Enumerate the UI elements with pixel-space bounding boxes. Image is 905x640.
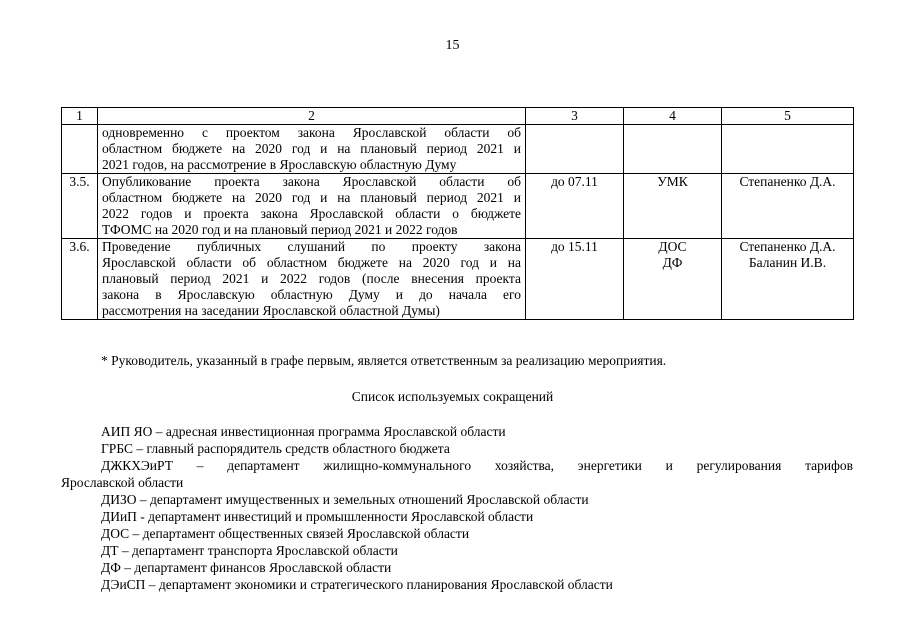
executor-cell	[624, 239, 722, 320]
deadline-cell: до 07.11	[526, 174, 624, 239]
abbreviation-item: ДИиП - департамент инвестиций и промышленности Ярославской области	[101, 509, 534, 524]
responsible-cell	[722, 174, 854, 239]
executor-cell	[624, 125, 722, 174]
description-line: областном бюджете на 2020 год и на плановый период 2021 и	[102, 141, 521, 156]
abbreviations-list	[61, 423, 853, 593]
executor-cell	[624, 174, 722, 239]
column-header: 3	[526, 108, 624, 125]
row-number: 3.5.	[62, 174, 98, 239]
table-row	[62, 125, 854, 174]
description-line: Ярославской области об областном бюджете на 2020 год и на	[102, 255, 521, 270]
events-table	[61, 107, 854, 320]
abbreviation-item: ДФ – департамент финансов Ярославской области	[101, 560, 392, 575]
description-line: Проведение публичных слушаний по проекту закона	[102, 239, 521, 254]
description-line: 2022 годов и проекта закона Ярославской области о бюджете	[102, 206, 521, 221]
column-header: 5	[722, 108, 854, 125]
executor-line: ДОС	[658, 239, 687, 254]
description-line: плановый период 2021 и 2022 годов (после внесения проекта	[102, 271, 521, 286]
abbreviation-item	[61, 457, 853, 474]
abbreviation-line: ДЖКХЭиРТ – департамент жилищно-коммунального хозяйства, энергетики и регулирования тарифов	[101, 458, 853, 473]
row-number: 3.6.	[62, 239, 98, 320]
responsible-cell	[722, 125, 854, 174]
table-row	[62, 174, 854, 239]
description-line: одновременно с проектом закона Ярославской области об	[102, 125, 521, 140]
deadline-cell: до 15.11	[526, 239, 624, 320]
description-line: 2021 годов, на рассмотрение в Ярославскую областную Думу	[102, 157, 457, 172]
event-description	[98, 239, 526, 320]
description-line: ТФОМС на 2020 год и на плановый период 2021 и 2022 годов	[102, 222, 458, 237]
responsible-line: Баланин И.В.	[748, 255, 827, 270]
event-description	[98, 125, 526, 174]
row-number	[62, 125, 98, 174]
abbreviations-title: Список используемых сокращений	[351, 389, 554, 404]
executor-line: УМК	[657, 174, 688, 189]
responsible-cell	[722, 239, 854, 320]
abbreviation-item: ДЭиСП – департамент экономики и стратегического планирования Ярославской области	[101, 577, 613, 592]
description-line: закона в Ярославскую областную Думу и до начала его	[102, 287, 521, 302]
deadline-cell	[526, 125, 624, 174]
column-header: 1	[62, 108, 98, 125]
abbreviation-item: ДТ – департамент транспорта Ярославской области	[101, 543, 398, 558]
abbreviation-continuation: Ярославской области	[61, 475, 184, 490]
page-number: 15	[445, 38, 460, 53]
abbreviation-item: ДОС – департамент общественных связей Ярославской области	[101, 526, 470, 541]
description-line: Опубликование проекта закона Ярославской области об	[102, 174, 521, 189]
abbreviation-item: ДИЗО – департамент имущественных и земельных отношений Ярославской области	[101, 492, 589, 507]
abbreviation-item: АИП ЯО – адресная инвестиционная программа Ярославской области	[101, 424, 506, 439]
executor-line: ДФ	[662, 255, 683, 270]
responsible-line: Степаненко Д.А.	[739, 174, 836, 189]
responsible-line: Степаненко Д.А.	[739, 239, 836, 254]
table-row	[62, 239, 854, 320]
table-header-row	[62, 108, 854, 125]
description-line: областном бюджете на 2020 год и на плановый период 2021 и	[102, 190, 521, 205]
description-line: рассмотрения на заседании Ярославской областной Думы)	[102, 303, 440, 318]
responsibility-note: * Руководитель, указанный в графе первым, является ответственным за реализацию мероприятия.	[101, 353, 667, 368]
column-header: 2	[98, 108, 526, 125]
abbreviation-item: ГРБС – главный распорядитель средств областного бюджета	[101, 441, 450, 456]
event-description	[98, 174, 526, 239]
column-header: 4	[624, 108, 722, 125]
